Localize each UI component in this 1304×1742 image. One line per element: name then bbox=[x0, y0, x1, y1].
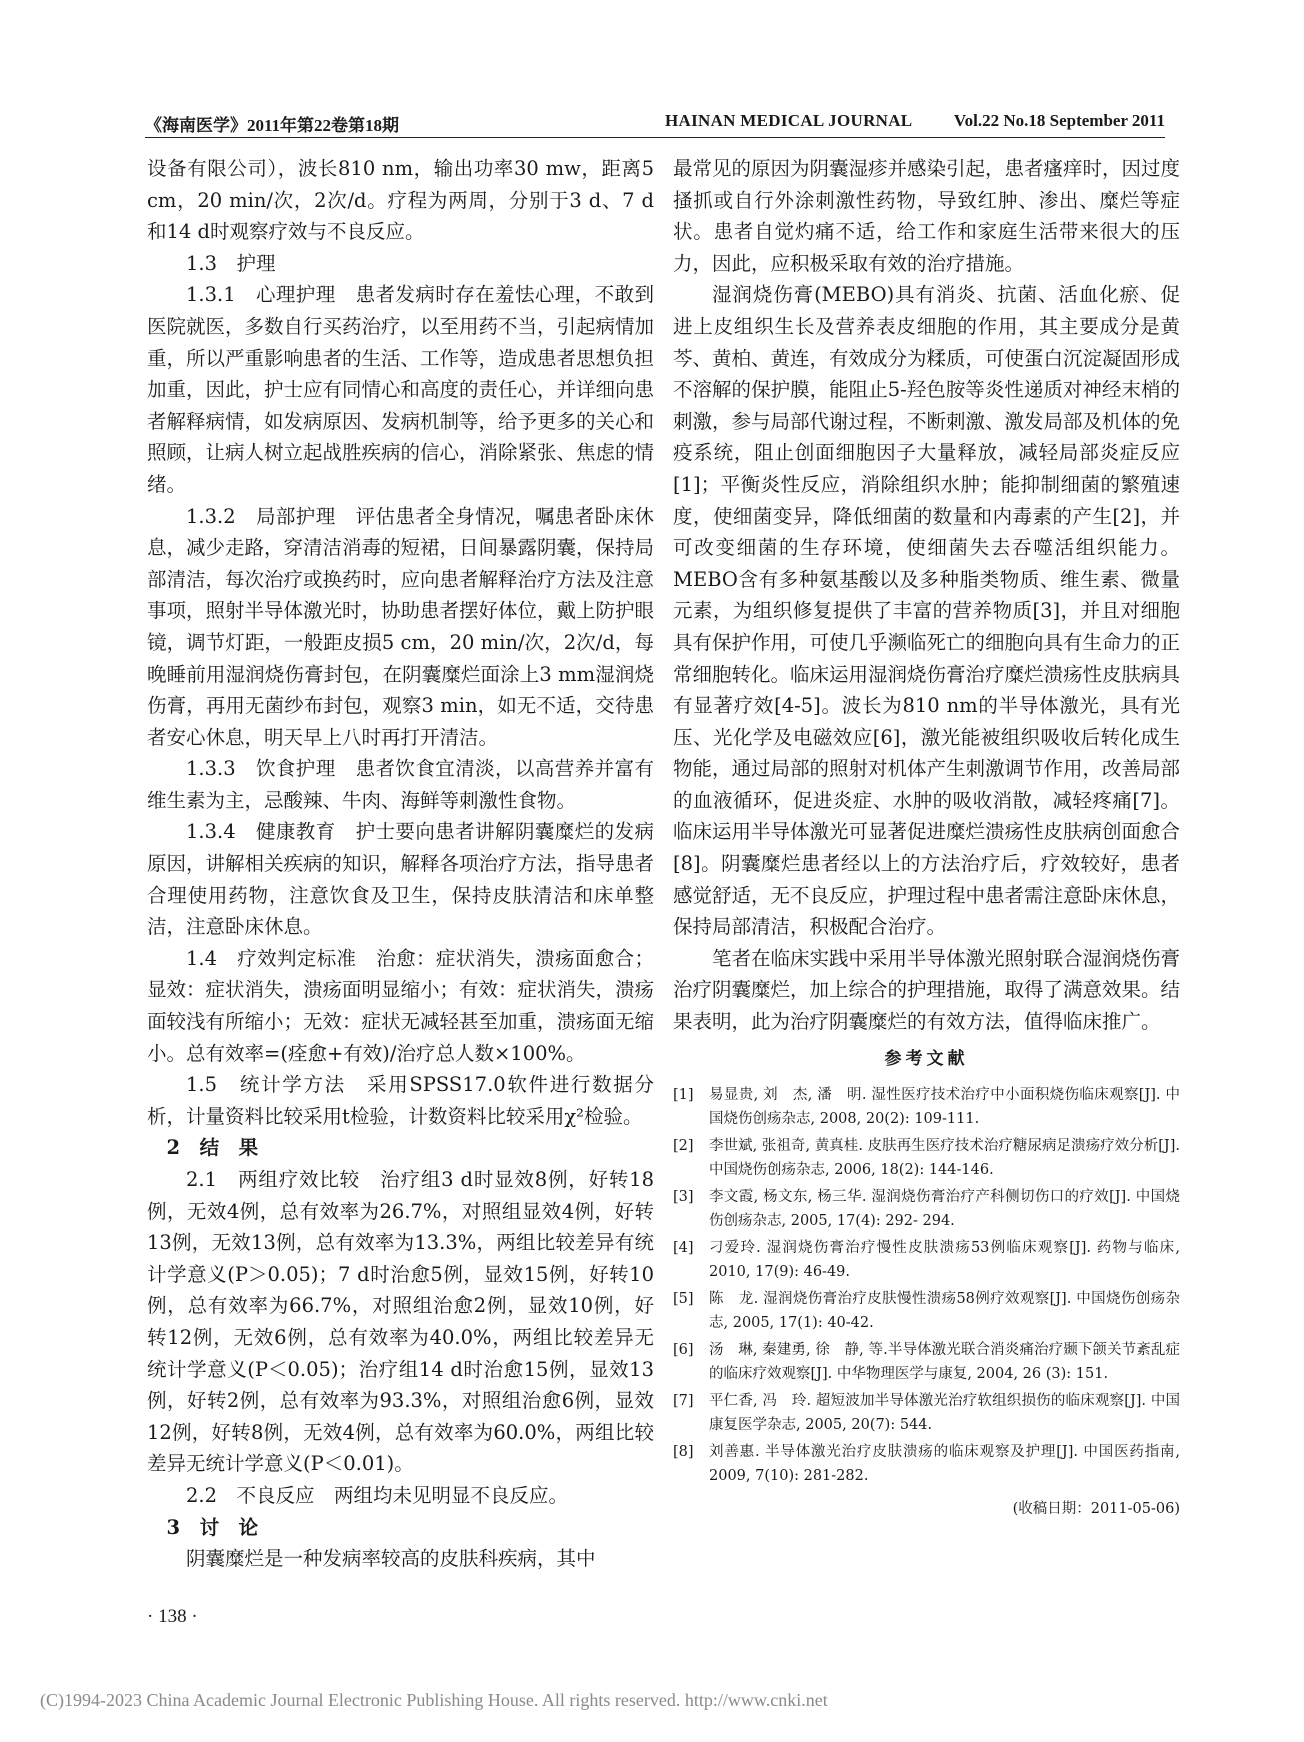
reference-list bbox=[673, 1083, 1180, 1488]
reference-item: [1] 易显贵, 刘 杰, 潘 明. 湿性医疗技术治疗中小面积烧伤临床观察[J]. 中国烧伤创疡杂志, 2008, 20(2): 109-111. bbox=[673, 1087, 1180, 1128]
references-title: 参考文献 bbox=[884, 1048, 969, 1069]
section-heading-discussion: 3 讨 论 bbox=[166, 1515, 259, 1539]
paragraph: 阴囊糜烂是一种发病率较高的皮肤科疾病，其中 bbox=[186, 1547, 596, 1571]
reference-item: [3] 李文霞, 杨文东, 杨三华. 湿润烧伤膏治疗产科侧切伤口的疗效[J]. 中国烧伤创疡杂志, 2005, 17(4): 292- 294. bbox=[673, 1189, 1180, 1230]
left-column bbox=[147, 153, 654, 1575]
paragraph: 湿润烧伤膏(MEBO)具有消炎、抗菌、活血化瘀、促进上皮组织生长及营养表皮细胞的作用，其主要成分是黄芩、黄柏、黄连，有效成分为糅质，可使蛋白沉淀凝固形成不溶解的保护膜，能阻止5-羟色胺等炎性递质对神经末梢的刺激，参与局部代谢过程，不断刺激、激发局部及机体的免疫系统，阻止创面细胞因子大量释放，减轻局部炎症反应[1]；平衡炎性反应，消除组织水肿；能抑制细菌的繁殖速度，使细菌变异，降低细菌的数量和内毒素的产生[2]，并可改变细菌的生存环境，使细菌失去吞噬活组织能力。MEBO含有多种氨基酸以及多种脂类物质、维生素、微量元素，为组织修复提供了丰富的营养物质[3]，并且对细胞具有保护作用，可使几乎濒临死亡的细胞向具有生命力的正常细胞转化。临床运用湿润烧伤膏治疗糜烂溃疡性皮肤病具有显著疗效[4-5]。波长为810 nm的半导体激光，具有光压、光化学及电磁效应[6]，激光能被组织吸收后转化成生物能，通过局部的照射对机体产生刺激调节作用，改善局部的血液循环，促进炎症、水肿的吸收消散，减轻疼痛[7]。临床运用半导体激光可显著促进糜烂溃疡性皮肤病创面愈合[8]。阴囊糜烂患者经以上的方法治疗后，疗效较好，患者感觉舒适，无不良反应，护理过程中患者需注意卧床休息，保持局部清洁，积极配合治疗。 bbox=[673, 283, 1181, 939]
reference-item: [4] 刁爱玲. 湿润烧伤膏治疗慢性皮肤溃疡53例临床观察[J]. 药物与临床, 2010, 17(9): 46-49. bbox=[673, 1240, 1180, 1281]
reference-item: [5] 陈 龙. 湿润烧伤膏治疗皮肤慢性溃疡58例疗效观察[J]. 中国烧伤创疡杂志, 2005, 17(1): 40-42. bbox=[673, 1291, 1180, 1332]
copyright-footer: (C)1994-2023 China Academic Journal Electronic Publishing House. All rights reserved. http://www.cnki.net bbox=[40, 1690, 828, 1710]
header-volume-info: Vol.22 No.18 September 2011 bbox=[953, 111, 1165, 130]
paragraph: 2.1 两组疗效比较 治疗组3 d时显效8例，好转18例，无效4例，总有效率为26.7%，对照组显效4例，好转13例，无效13例，总有效率为13.3%，两组比较差异有统计学意义(P＞0.05)；7 d时治愈5例，显效15例，好转10例，总有效率为66.7%，对照组治愈2例，显效10例，好转12例，无效6例，总有效率为40.0%，两组比较差异无统计学意义(P＜0.05)；治疗组14 d时治愈15例，显效13例，好转2例，总有效率为93.3%，对照组治愈6例，显效12例，好转8例，无效4例，总有效率为60.0%，两组比较差异无统计学意义(P＜0.01)。 bbox=[147, 1168, 654, 1476]
paragraph: 1.5 统计学方法 采用SPSS17.0软件进行数据分析，计量资料比较采用t检验，计数资料比较采用χ²检验。 bbox=[147, 1073, 654, 1128]
reference-item: [2] 李世斌, 张祖奇, 黄真桂. 皮肤再生医疗技术治疗糖尿病足溃疡疗效分析[J]. 中国烧伤创疡杂志, 2006, 18(2): 144-146. bbox=[673, 1138, 1180, 1179]
paragraph: 设备有限公司），波长810 nm，输出功率30 mw，距离5 cm，20 min/次，2次/d。疗程为两周，分别于3 d、7 d和14 d时观察疗效与不良反应。 bbox=[147, 157, 654, 244]
paragraph: 最常见的原因为阴囊湿疹并感染引起，患者瘙痒时，因过度搔抓或自行外涂刺激性药物，导致红肿、渗出、糜烂等症状。患者自觉灼痛不适，给工作和家庭生活带来很大的压力，因此，应积极采取有效的治疗措施。 bbox=[673, 157, 1181, 275]
paragraph: 笔者在临床实践中采用半导体激光照射联合湿润烧伤膏治疗阴囊糜烂，加上综合的护理措施，取得了满意效果。结果表明，此为治疗阴囊糜烂的有效方法，值得临床推广。 bbox=[673, 946, 1181, 1034]
reference-item: [6] 汤 琳, 秦建勇, 徐 静, 等.半导体激光联合消炎痛治疗颞下颌关节紊乱症的临床疗效观察[J]. 中华物理医学与康复, 2004, 26 (3): 151. bbox=[673, 1342, 1180, 1383]
header-journal-name: HAINAN MEDICAL JOURNAL bbox=[665, 111, 913, 130]
paragraph: 1.3.3 饮食护理 患者饮食宜清淡，以高营养并富有维生素为主，忌酸辣、牛肉、海鲜等刺激性食物。 bbox=[147, 757, 654, 812]
received-date: (收稿日期：2011-05-06) bbox=[1012, 1501, 1180, 1518]
header-rule bbox=[145, 137, 1165, 138]
right-column bbox=[673, 153, 1180, 1526]
paragraph: 1.3.2 局部护理 评估患者全身情况，嘱患者卧床休息，减少走路，穿清洁消毒的短裙，日间暴露阴囊，保持局部清洁，每次治疗或换药时，应向患者解释治疗方法及注意事项，照射半导体激光时，协助患者摆好体位，戴上防护眼镜，调节灯距，一般距皮损5 cm，20 min/次，2次/d，每晚睡前用湿润烧伤膏封包，在阴囊糜烂面涂上3 mm湿润烧伤膏，再用无菌纱布封包，观察3 min，如无不适，交待患者安心休息，明天早上八时再打开清洁。 bbox=[147, 504, 655, 749]
paragraph: 1.3.4 健康教育 护士要向患者讲解阴囊糜烂的发病原因，讲解相关疾病的知识，解释各项治疗方法，指导患者合理使用药物，注意饮食及卫生，保持皮肤清洁和床单整洁，注意卧床休息。 bbox=[147, 820, 655, 939]
paragraph: 1.3.1 心理护理 患者发病时存在羞怯心理，不敢到医院就医，多数自行买药治疗，以至用药不当，引起病情加重，所以严重影响患者的生活、工作等，造成患者思想负担加重，因此，护士应有同情心和高度的责任心，并详细向患者解释病情，如发病原因、发病机制等，给予更多的关心和照顾，让病人树立起战胜疾病的信心，消除紧张、焦虑的情绪。 bbox=[147, 283, 655, 496]
paragraph: 1.4 疗效判定标准 治愈：症状消失，溃疡面愈合；显效：症状消失，溃疡面明显缩小；有效：症状消失，溃疡面较浅有所缩小；无效：症状无减轻甚至加重，溃疡面无缩小。总有效率=(痊愈+有效)/治疗总人数×100%。 bbox=[147, 946, 655, 1065]
reference-item: [7] 平仁香, 冯 玲. 超短波加半导体激光治疗软组织损伤的临床观察[J]. 中国康复医学杂志, 2005, 20(7): 544. bbox=[673, 1393, 1180, 1434]
section-heading: 1.3 护理 bbox=[186, 251, 276, 275]
running-header bbox=[145, 111, 1165, 135]
reference-item: [8] 刘善惠. 半导体激光治疗皮肤溃疡的临床观察及护理[J]. 中国医药指南, 2009, 7(10): 281-282. bbox=[673, 1444, 1180, 1485]
page-number: · 138 · bbox=[147, 1606, 198, 1627]
header-journal-issue: 《海南医学》2011年第22卷第18期 bbox=[145, 116, 400, 135]
paragraph: 2.2 不良反应 两组均未见明显不良反应。 bbox=[186, 1483, 569, 1507]
section-heading-results: 2 结 果 bbox=[166, 1136, 259, 1160]
